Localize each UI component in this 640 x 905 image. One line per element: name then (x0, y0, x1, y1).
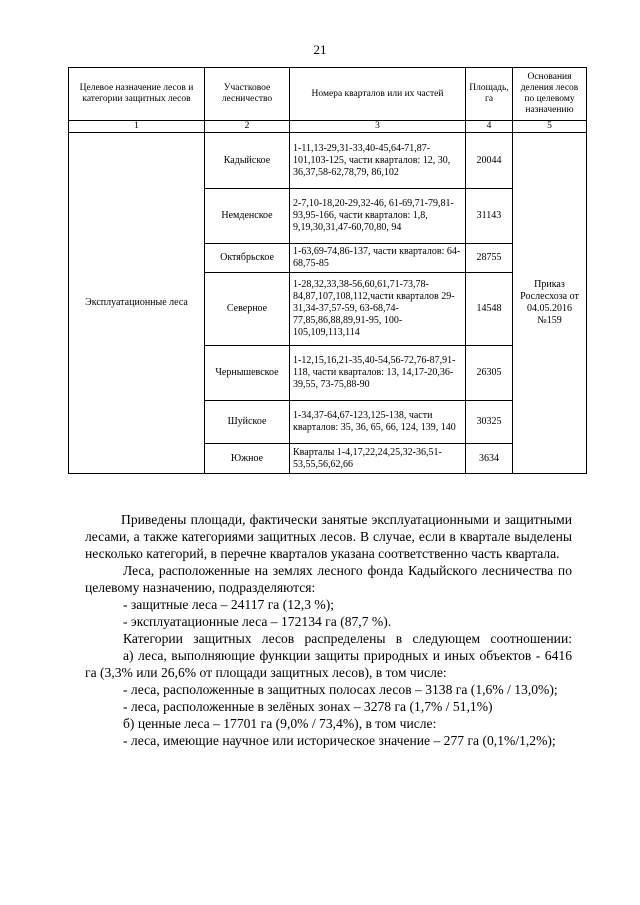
list-item: а) леса, выполняющие функции защиты природных и иных объектов - 6416 га (3,3% или 26,6% от площади защитных лесов), в том числе: (85, 648, 572, 680)
quarters-cell: Кварталы 1-4,17,22,24,25,32-36,51-53,55,56,62,66 (290, 444, 466, 474)
column-number: 5 (513, 121, 587, 133)
column-number: 4 (466, 121, 513, 133)
district-cell: Северное (205, 273, 290, 346)
purpose-cell: Эксплуатационные леса (69, 133, 205, 474)
area-cell: 31143 (466, 189, 513, 244)
list-item: - защитные леса – 24117 га (12,3 %); (123, 597, 335, 612)
area-cell: 28755 (466, 244, 513, 273)
area-cell: 14548 (466, 273, 513, 346)
header-basis: Основания деления лесов по целевому назначению (513, 68, 587, 121)
area-cell: 3634 (466, 444, 513, 474)
area-cell: 26305 (466, 346, 513, 401)
column-number: 2 (205, 121, 290, 133)
list-item: - леса, имеющие научное или историческое значение – 277 га (0,1%/1,2%); (123, 733, 556, 748)
header-purpose: Целевое назначение лесов и категории защитных лесов (69, 68, 205, 121)
quarters-cell: 2-7,10-18,20-29,32-46, 61-69,71-79,81-93,95-166, части кварталов: 1,8, 9,19,30,31,47-60,70,80, 94 (290, 189, 466, 244)
list-item: - эксплуатационные леса – 172134 га (87,7 %). (123, 614, 392, 629)
district-cell: Октябрьское (205, 244, 290, 273)
quarters-cell: 1-34,37-64,67-123,125-138, части кварталов: 35, 36, 65, 66, 124, 139, 140 (290, 401, 466, 444)
quarters-cell: 1-12,15,16,21-35,40-54,56-72,76-87,91-118, части кварталов: 13, 14,17-20,36-39,55, 73-75,88-90 (290, 346, 466, 401)
header-area: Площадь, га (466, 68, 513, 121)
paragraph: Категории защитных лесов распределены в следующем соотношении: (123, 631, 572, 646)
district-cell: Южное (205, 444, 290, 474)
page-number: 21 (313, 42, 327, 57)
header-district: Участковое лесничество (205, 68, 290, 121)
table-header-row (69, 68, 587, 121)
list-item: - леса, расположенные в защитных полосах лесов – 3138 га (1,6% / 13,0%); (123, 682, 558, 697)
quarters-cell: 1-28,32,33,38-56,60,61,71-73,78-84,87,107,108,112,части кварталов 29-31,34-37,57-59, 63-68,74-77,85,86,88,89,91-95, 100-105,109,113,114 (290, 273, 466, 346)
body-text (85, 511, 572, 749)
basis-cell: Приказ Рослесхоза от 04.05.2016 №159 (513, 133, 587, 474)
district-cell: Кадыйское (205, 133, 290, 189)
column-number-row (69, 121, 587, 133)
paragraph: Приведены площади, фактически занятые эксплуатационными и защитными лесами, а также категориями защитных лесов. В случае, если в квартале выделены несколько категорий, в перечне кварталов указана соответственно часть квартала. (85, 512, 572, 561)
district-cell: Чернышевское (205, 346, 290, 401)
table-row (69, 133, 587, 189)
list-item: - леса, расположенные в зелёных зонах – 3278 га (1,7% / 51,1%) (123, 699, 493, 714)
header-quarters: Номера кварталов или их частей (290, 68, 466, 121)
column-number: 1 (69, 121, 205, 133)
list-item: б) ценные леса – 17701 га (9,0% / 73,4%), в том числе: (123, 716, 437, 731)
forest-purpose-table (68, 67, 587, 474)
district-cell: Шуйское (205, 401, 290, 444)
paragraph: Леса, расположенные на землях лесного фонда Кадыйского лесничества по целевому назначению, подразделяются: (85, 563, 572, 595)
quarters-cell: 1-63,69-74,86-137, части кварталов: 64-68,75-85 (290, 244, 466, 273)
quarters-cell: 1-11,13-29,31-33,40-45,64-71,87-101,103-125, части кварталов: 12, 30, 36,37,58-62,78,79, 86,102 (290, 133, 466, 189)
area-cell: 20044 (466, 133, 513, 189)
column-number: 3 (290, 121, 466, 133)
area-cell: 30325 (466, 401, 513, 444)
district-cell: Немденское (205, 189, 290, 244)
